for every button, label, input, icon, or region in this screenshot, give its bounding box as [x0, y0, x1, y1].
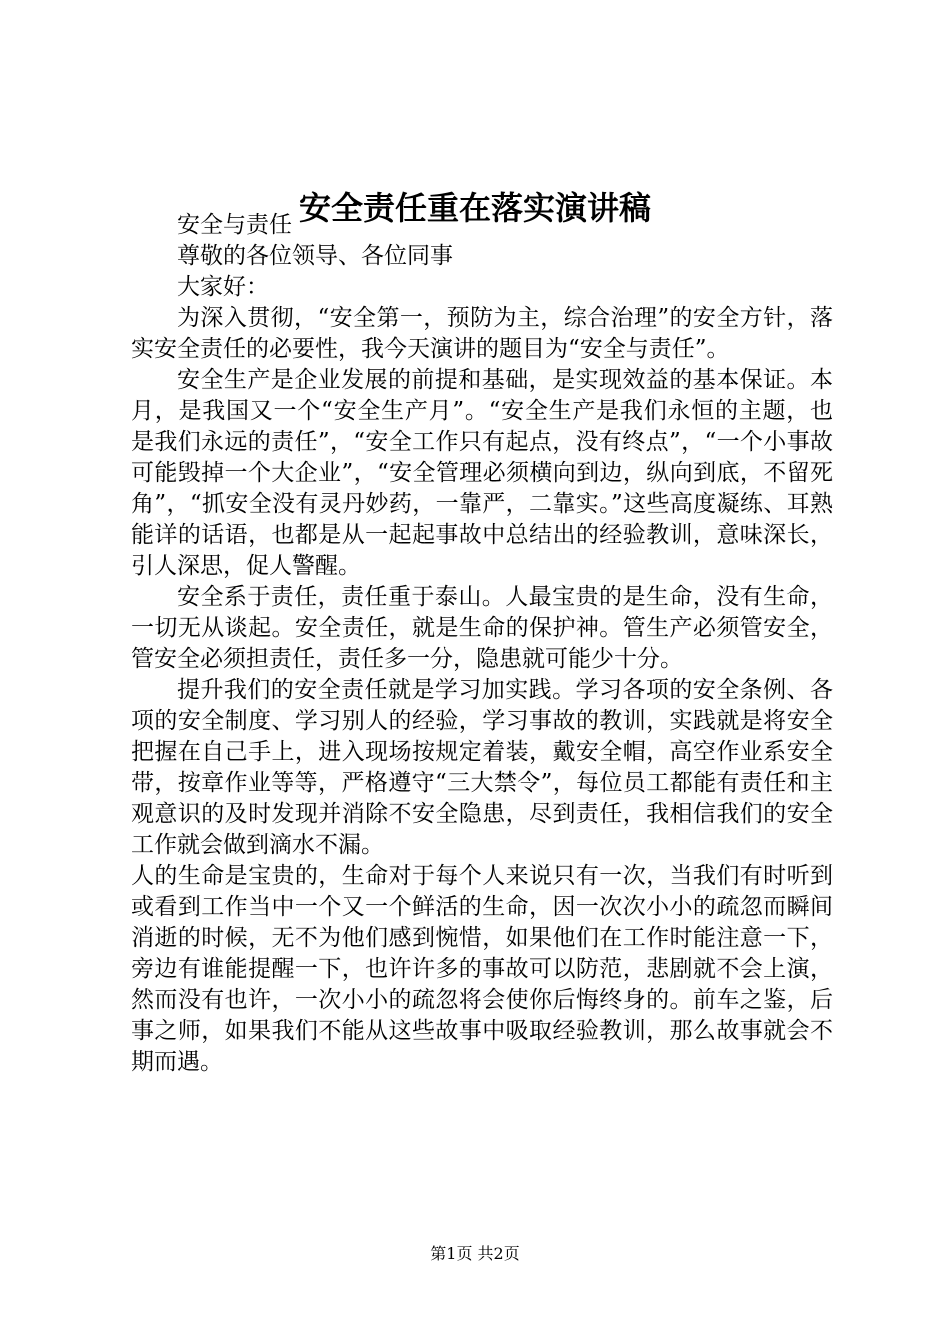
salutation-leaders: 尊敬的各位领导、各位同事 [177, 243, 453, 269]
page-title: 安全责任重在落实演讲稿 [298, 189, 651, 227]
paragraph-foundation: 安全生产是企业发展的前提和基础，是实现效益的基本保证。本月，是我国又一个“安全生产月”。“安全生产是我们永恒的主题，也是我们永远的责任”，“安全工作只有起点，没有终点”，“一个小事故可能毁掉一个大企业”，“安全管理必须横向到边，纵向到底，不留死角”，“抓安全没有灵丹妙药，一靠严，二靠实。”这些高度凝练、耳熟能详的话语，也都是从一起起事故中总结出的经验教训，意味深长，引人深思，促人警醒。 [131, 367, 833, 579]
paragraph-practice: 提升我们的安全责任就是学习加实践。学习各项的安全条例、各项的安全制度、学习别人的经验，学习事故的教训，实践就是将安全把握在自己手上，进入现场按规定着装，戴安全帽，高空作业系安全带，按章作业等等，严格遵守“三大禁令”，每位员工都能有责任和主观意识的及时发现并消除不安全隐患，尽到责任，我相信我们的安全工作就会做到滴水不漏。 [131, 677, 833, 858]
document-body [131, 210, 833, 1078]
subtitle: 安全与责任 [177, 212, 292, 238]
paragraph-responsibility: 安全系于责任，责任重于泰山。人最宝贵的是生命，没有生命，一切无从谈起。安全责任，就是生命的保护神。管生产必须管安全，管安全必须担责任，责任多一分，隐患就可能少十分。 [131, 584, 833, 672]
paragraph-life: 人的生命是宝贵的，生命对于每个人来说只有一次，当我们有时听到或看到工作当中一个又一个鲜活的生命，因一次次小小的疏忽而瞬间消逝的时候，无不为他们感到惋惜，如果他们在工作时能注意一下，旁边有谁能提醒一下，也许许多的事故可以防范，悲剧就不会上演，然而没有也许，一次小小的疏忽将会使你后悔终身的。前车之鉴，后事之师，如果我们不能从这些故事中吸取经验教训，那么故事就会不期而遇。 [131, 863, 833, 1075]
salutation-greeting: 大家好： [177, 274, 269, 300]
page-footer: 第1页 共2页 [430, 1244, 520, 1263]
paragraph-intro: 为深入贯彻，“安全第一，预防为主，综合治理”的安全方针，落实安全责任的必要性，我今天演讲的题目为“安全与责任”。 [131, 305, 833, 362]
